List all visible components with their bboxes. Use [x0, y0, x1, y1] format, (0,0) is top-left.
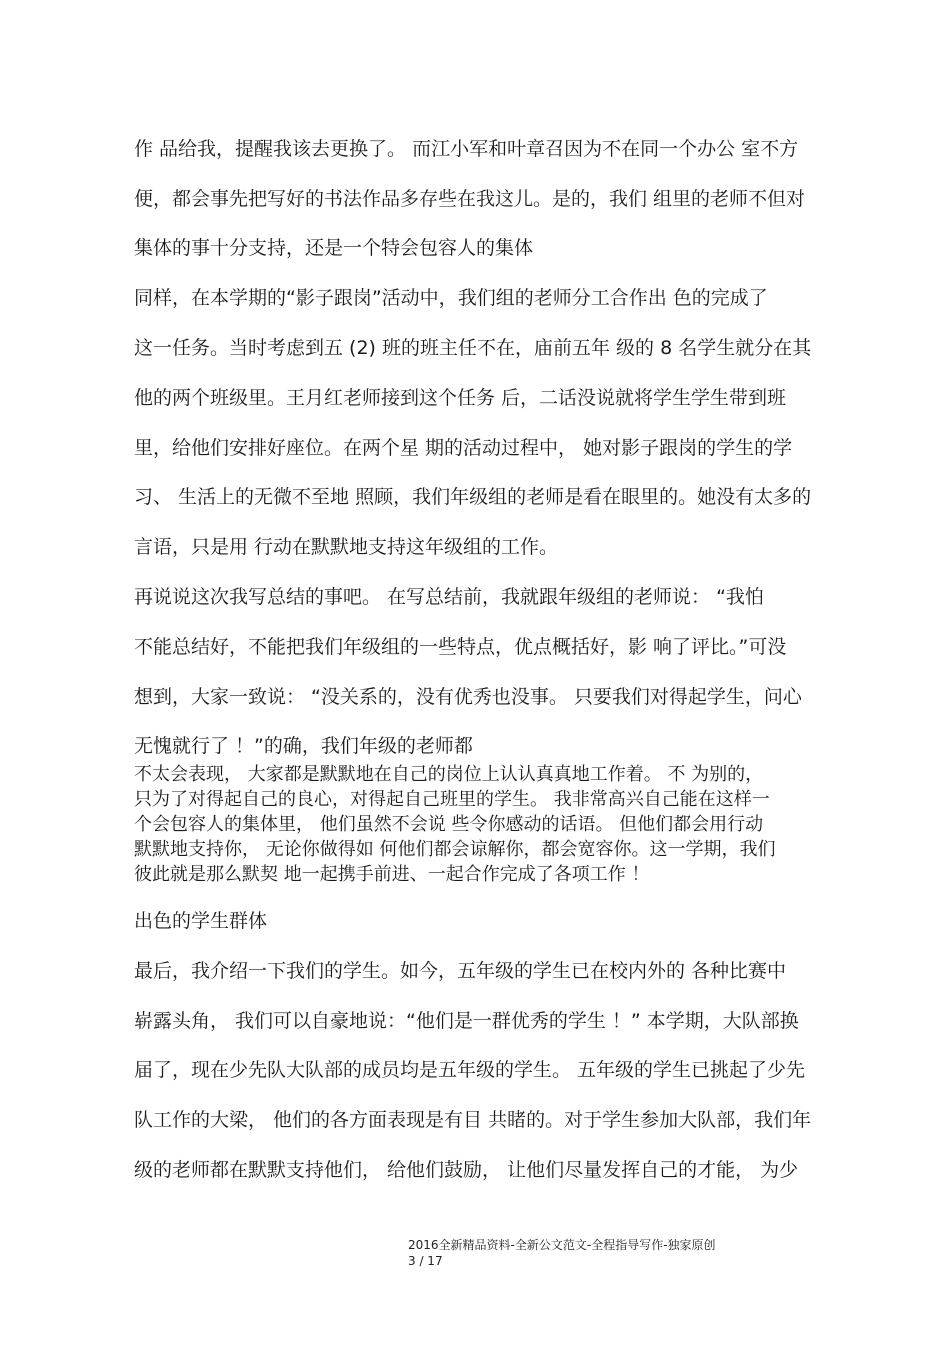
- text-line: 届了，现在少先队大队部的成员均是五年级的学生。 五年级的学生已挑起了少先: [134, 1059, 806, 1081]
- text-line: 崭露头角， 我们可以自豪地说：“他们是一群优秀的学生 ！” 本学期，大队部换: [134, 1010, 799, 1032]
- text-line: 最后，我介绍一下我们的学生。如今，五年级的学生已在校内外的 各种比赛中: [134, 960, 787, 982]
- text-line: 默默地支持你， 无论你做得如 何他们都会谅解你，都会宽容你。这一学期，我们: [134, 839, 776, 860]
- text-line: 作 品给我，提醒我该去更换了。 而江小军和叶章召因为不在同一个办公 室不方: [134, 138, 799, 160]
- text-line: 言语，只是用 行动在默默地支持这年级组的工作。: [134, 536, 559, 558]
- text-line: 个会包容人的集体里， 他们虽然不会说 些令你感动的话语。 但他们都会用行动: [134, 814, 764, 835]
- text-line: 级的老师都在默默支持他们， 给他们鼓励， 让他们尽量发挥自己的才能， 为少: [134, 1159, 799, 1181]
- text-line: 只为了对得起自己的良心，对得起自己班里的学生。 我非常高兴自己能在这样一: [134, 789, 770, 810]
- text-line: 他的两个班级里。王月红老师接到这个任务 后，二话没说就将学生学生带到班: [134, 387, 787, 409]
- text-line: 彼此就是那么默契 地一起携手前进、一起合作完成了各项工作 ！: [134, 864, 650, 885]
- text-line: 无愧就行了 ！”的确，我们年级的老师都: [134, 735, 473, 757]
- text-line: 想到，大家一致说： “没关系的，没有优秀也没事。 只要我们对得起学生，问心: [134, 686, 802, 708]
- section-heading: 出色的学生群体: [134, 910, 268, 932]
- text-line: 里，给他们安排好座位。在两个星 期的活动过程中， 她对影子跟岗的学生的学: [134, 437, 793, 459]
- text-line: 这一任务。当时考虑到五 (2) 班的班主任不在，庙前五年 级的 8 名学生就分在其: [134, 337, 812, 359]
- text-line: 不太会表现， 大家都是默默地在自己的岗位上认认真真地工作着。 不 为别的，: [134, 764, 764, 785]
- text-line: 集体的事十分支持，还是一个特会包容人的集体: [134, 237, 534, 259]
- text-line: 不能总结好，不能把我们年级组的一些特点，优点概括好，影 响了评比。”可没: [134, 636, 787, 658]
- text-line: 便，都会事先把写好的书法作品多存些在我这儿。是的，我们 组里的老师不但对: [134, 188, 806, 210]
- page-number: 3 / 17: [408, 1254, 443, 1268]
- text-line: 再说说这次我写总结的事吧。 在写总结前，我就跟年级组的老师说： “我怕: [134, 586, 764, 608]
- text-line: 习、 生活上的无微不至地 照顾，我们年级组的老师是看在眼里的。她没有太多的: [134, 486, 812, 508]
- footer-slogan: 2016全新精品资料-全新公文范文-全程指导写作-独家原创: [408, 1238, 716, 1252]
- text-line: 队工作的大梁， 他们的各方面表现是有目 共睹的。对于学生参加大队部，我们年: [134, 1109, 812, 1131]
- text-line: 同样，在本学期的“影子跟岗”活动中，我们组的老师分工合作出 色的完成了: [134, 287, 768, 309]
